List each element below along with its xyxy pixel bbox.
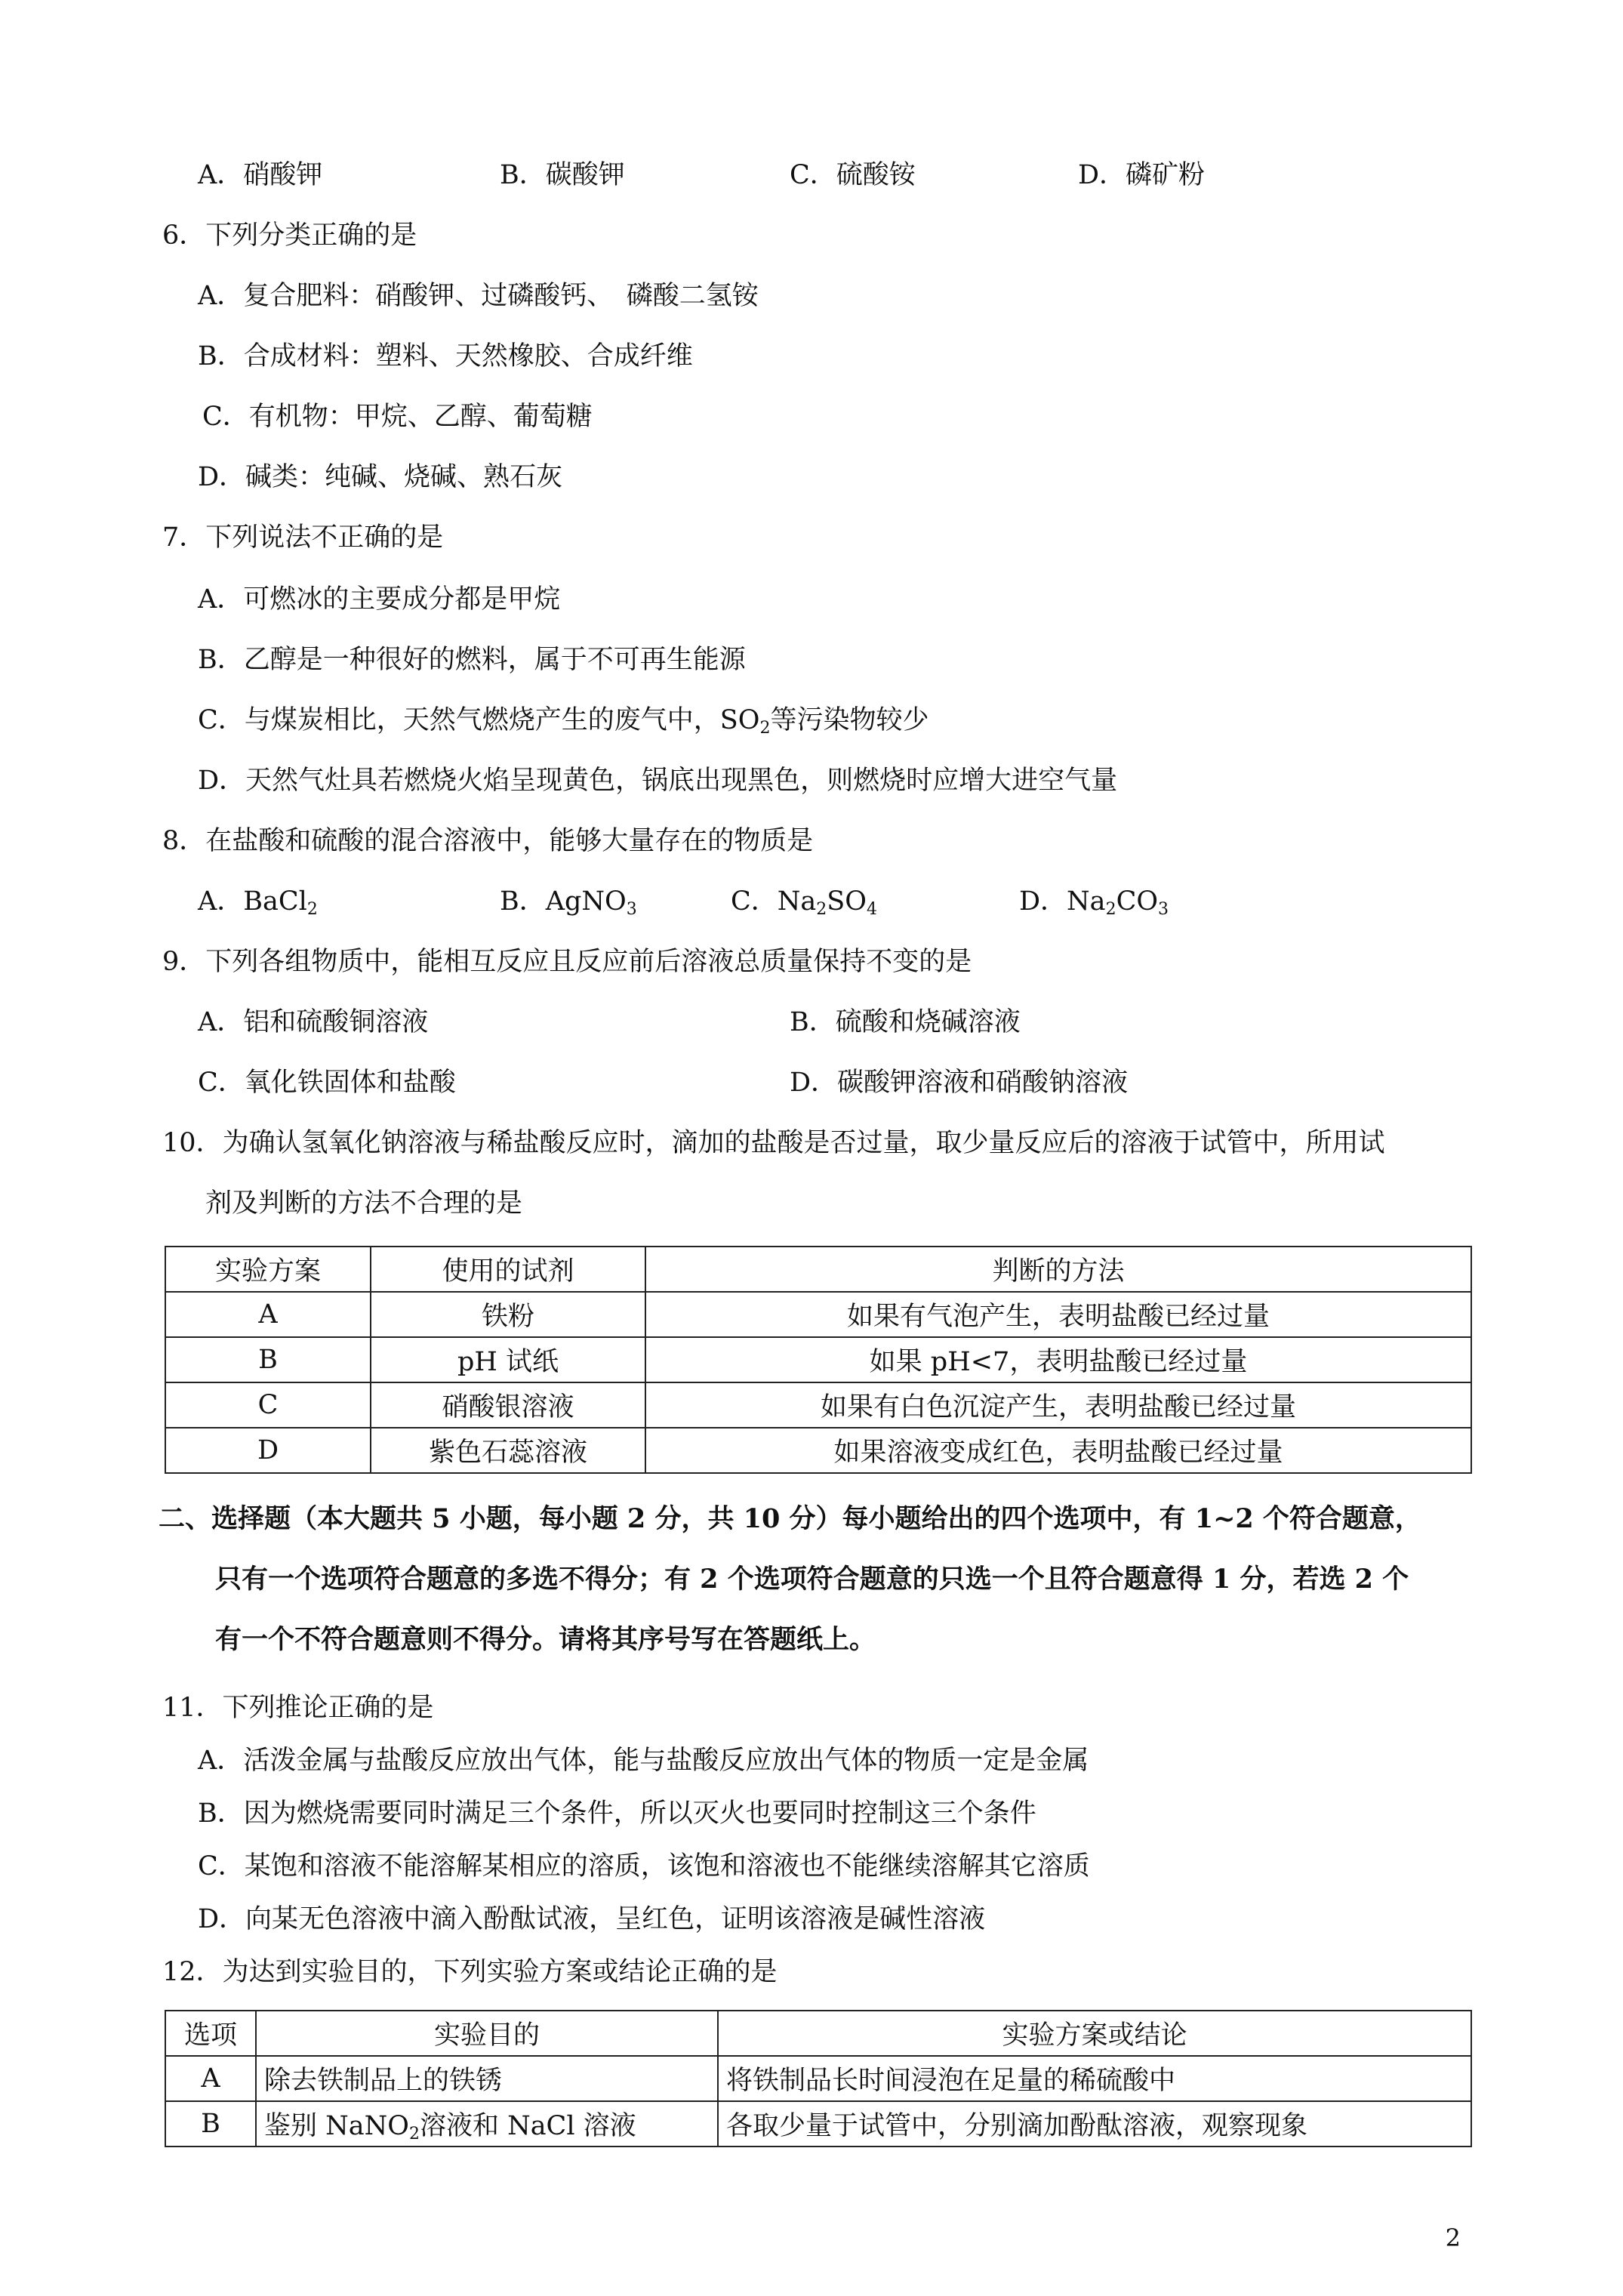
- q5-option-a: A．硝酸钾: [198, 160, 323, 190]
- table-cell: C: [165, 1382, 371, 1428]
- section2-instructions-line2: 只有一个选项符合题意的多选不得分；有 2 个选项符合题意的只选一个且符合题意得 1 分，若选 2 个: [215, 1564, 1409, 1595]
- table-row: [165, 2101, 1471, 2147]
- q10-table: [165, 1246, 1472, 1474]
- q8-option-a: A．BaCl$_2$: [198, 886, 318, 919]
- page-number: 2: [1445, 2224, 1461, 2252]
- table-cell: 铁粉: [371, 1292, 645, 1337]
- table-header: 实验方案: [165, 1247, 371, 1292]
- q9-option-c: C．氧化铁固体和盐酸: [198, 1068, 456, 1098]
- q11-stem: 11．下列推论正确的是: [162, 1693, 434, 1723]
- section2-instructions-line3: 有一个不符合题意则不得分。请将其序号写在答题纸上。: [215, 1624, 876, 1655]
- q8-option-b: B．AgNO$_3$: [500, 886, 637, 919]
- q6-option-c: C．有机物：甲烷、乙醇、葡萄糖: [202, 402, 593, 432]
- table-header: 选项: [165, 2011, 256, 2056]
- table-cell: A: [165, 1292, 371, 1337]
- table-header-row: [165, 1247, 1471, 1292]
- q11-option-b: B．因为燃烧需要同时满足三个条件，所以灭火也要同时控制这三个条件: [198, 1798, 1036, 1829]
- q10-stem-line2: 剂及判断的方法不合理的是: [205, 1188, 523, 1219]
- q5-option-b: B．碳酸钾: [500, 160, 625, 190]
- q9-option-a: A．铝和硫酸铜溶液: [198, 1007, 429, 1037]
- table-row: [165, 1428, 1471, 1473]
- table-row: [165, 2056, 1471, 2101]
- table-cell: 紫色石蕊溶液: [371, 1428, 645, 1473]
- table-cell: 如果 pH<7，表明盐酸已经过量: [645, 1337, 1471, 1382]
- q9-stem: 9．下列各组物质中，能相互反应且反应前后溶液总质量保持不变的是: [162, 947, 972, 977]
- table-header-row: [165, 2011, 1471, 2056]
- table-header: 判断的方法: [645, 1247, 1471, 1292]
- q11-option-d: D．向某无色溶液中滴入酚酞试液，呈红色，证明该溶液是碱性溶液: [198, 1904, 986, 1934]
- q8-option-d: D．$Na_2CO_3$: [1019, 886, 1169, 919]
- q7-option-c: C．与煤炭相比，天然气燃烧产生的废气中，$SO_2$等污染物较少: [198, 705, 929, 738]
- q12-stem: 12．为达到实验目的，下列实验方案或结论正确的是: [162, 1957, 778, 1987]
- q5-option-c: C．硫酸铵: [790, 160, 916, 190]
- q6-option-d: D．碱类：纯碱、烧碱、熟石灰: [198, 462, 563, 492]
- table-cell: 如果有气泡产生，表明盐酸已经过量: [645, 1292, 1471, 1337]
- table-row: [165, 1337, 1471, 1382]
- table-cell: 将铁制品长时间浸泡在足量的稀硫酸中: [718, 2056, 1471, 2101]
- table-cell: 鉴别 NaNO$_2$溶液和 NaCl 溶液: [256, 2101, 718, 2147]
- q11-option-c: C．某饱和溶液不能溶解某相应的溶质，该饱和溶液也不能继续溶解其它溶质: [198, 1851, 1090, 1881]
- q8-stem: 8．在盐酸和硫酸的混合溶液中，能够大量存在的物质是: [162, 826, 814, 856]
- table-cell: pH 试纸: [371, 1337, 645, 1382]
- q10-stem-line1: 10．为确认氢氧化钠溶液与稀盐酸反应时，滴加的盐酸是否过量，取少量反应后的溶液于试管中，所用试: [162, 1128, 1385, 1158]
- q11-option-a: A．活泼金属与盐酸反应放出气体，能与盐酸反应放出气体的物质一定是金属: [198, 1746, 1089, 1776]
- q6-option-b: B．合成材料：塑料、天然橡胶、合成纤维: [198, 341, 693, 371]
- q6-option-a: A．复合肥料：硝酸钾、过磷酸钙、 磷酸二氢铵: [198, 281, 759, 311]
- q7-stem: 7．下列说法不正确的是: [162, 522, 444, 553]
- table-cell: A: [165, 2056, 256, 2101]
- table-cell: D: [165, 1428, 371, 1473]
- table-cell: 除去铁制品上的铁锈: [256, 2056, 718, 2101]
- table-cell: 硝酸银溶液: [371, 1382, 645, 1428]
- table-header: 使用的试剂: [371, 1247, 645, 1292]
- table-cell: 如果溶液变成红色，表明盐酸已经过量: [645, 1428, 1471, 1473]
- q8-option-c: C．$Na_2SO_4$: [731, 886, 877, 919]
- q12-table: [165, 2010, 1472, 2147]
- table-cell: B: [165, 1337, 371, 1382]
- table-cell: B: [165, 2101, 256, 2147]
- q6-stem: 6．下列分类正确的是: [162, 220, 417, 251]
- table-cell: 如果有白色沉淀产生，表明盐酸已经过量: [645, 1382, 1471, 1428]
- q7-option-d: D．天然气灶具若燃烧火焰呈现黄色，锅底出现黑色，则燃烧时应增大进空气量: [198, 766, 1118, 796]
- q5-option-d: D．磷矿粉: [1078, 160, 1206, 190]
- table-cell: 各取少量于试管中，分别滴加酚酞溶液，观察现象: [718, 2101, 1471, 2147]
- table-header: 实验目的: [256, 2011, 718, 2056]
- q9-option-b: B．硫酸和烧碱溶液: [790, 1007, 1021, 1037]
- table-row: [165, 1292, 1471, 1337]
- q7-option-a: A．可燃冰的主要成分都是甲烷: [198, 584, 561, 615]
- table-header: 实验方案或结论: [718, 2011, 1471, 2056]
- q9-option-d: D．碳酸钾溶液和硝酸钠溶液: [790, 1068, 1129, 1098]
- q7-option-b: B．乙醇是一种很好的燃料，属于不可再生能源: [198, 645, 746, 675]
- section2-instructions-line1: 二、选择题（本大题共 5 小题，每小题 2 分，共 10 分）每小题给出的四个选项中，有 1~2 个符合题意，: [159, 1503, 1421, 1534]
- table-row: [165, 1382, 1471, 1428]
